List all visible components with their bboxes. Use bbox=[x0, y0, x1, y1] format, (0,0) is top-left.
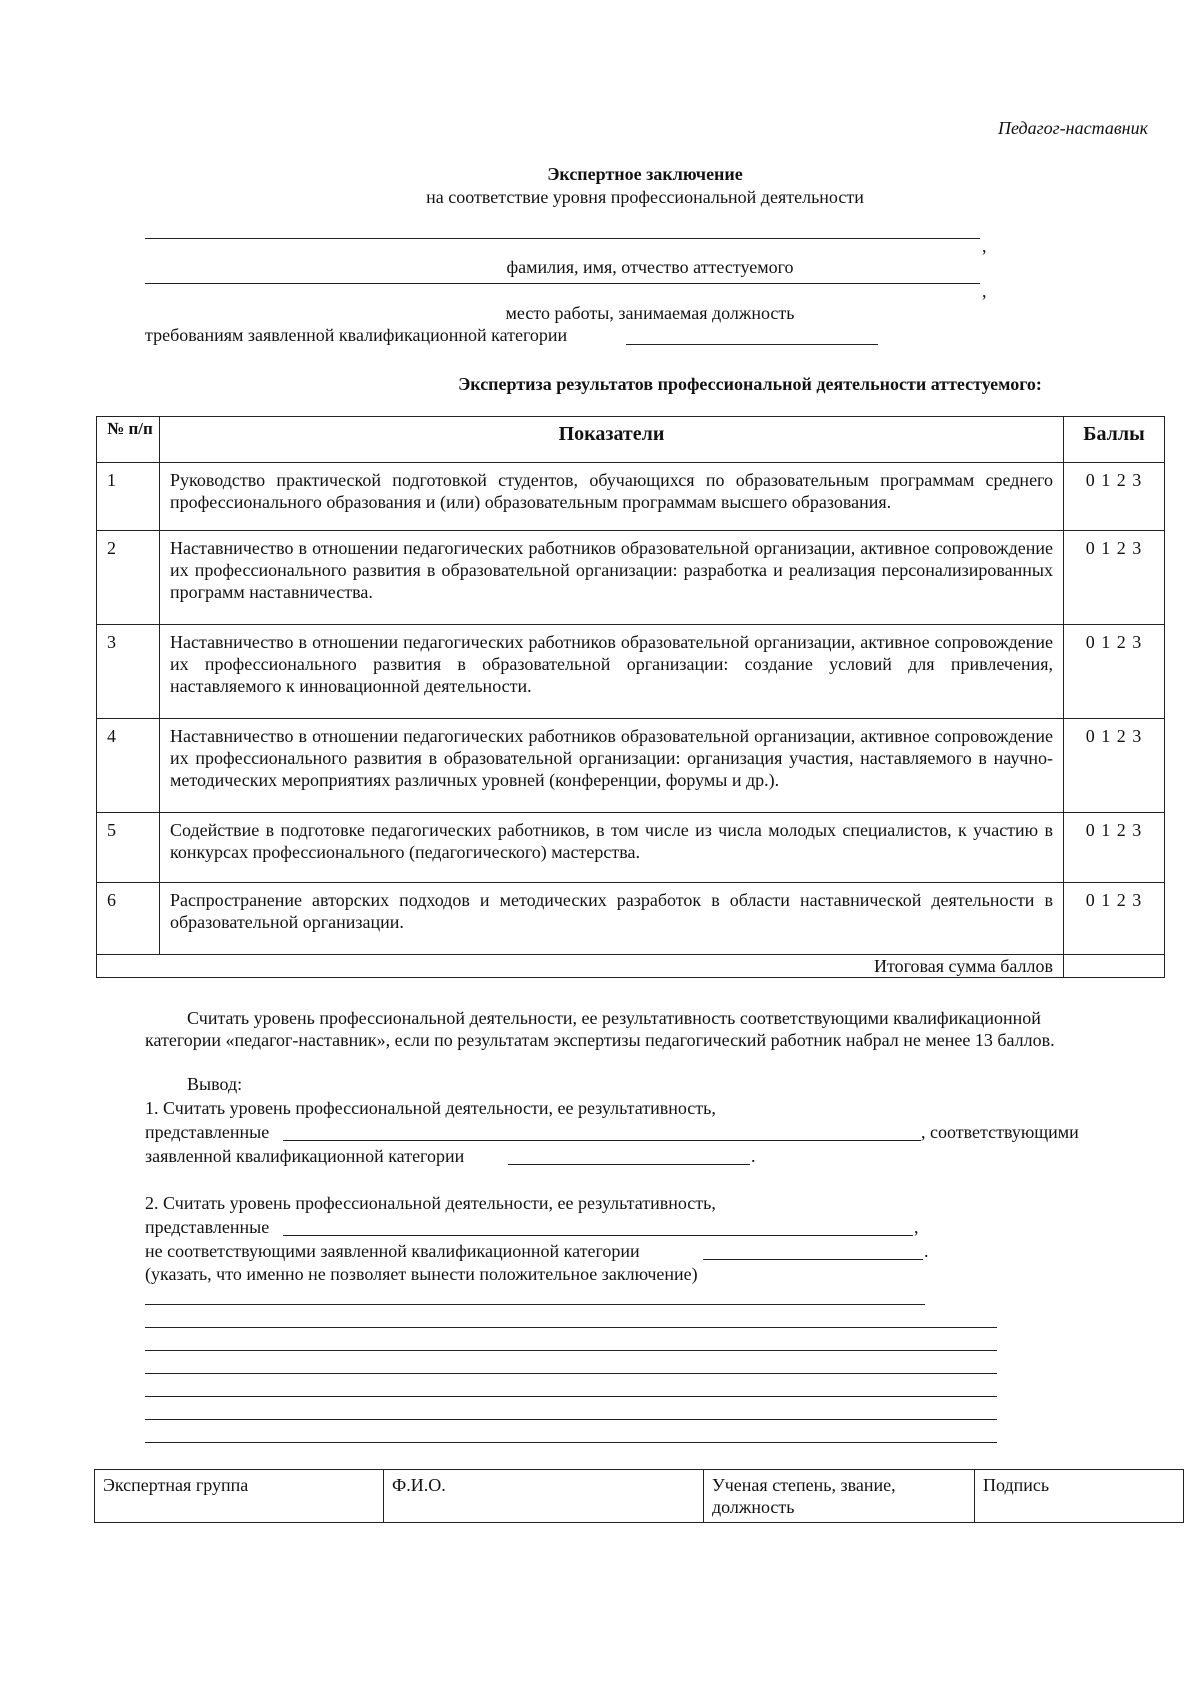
conclusion1-presented: представленные bbox=[145, 1122, 270, 1142]
table-row bbox=[97, 719, 1165, 813]
fio-blank-line[interactable] bbox=[145, 238, 980, 239]
conclusion2-instruction: (указать, что именно не позволяет вынести положительное заключение) bbox=[145, 1264, 698, 1284]
expert-group-col: Экспертная группа bbox=[95, 1470, 384, 1523]
total-label: Итоговая сумма баллов bbox=[97, 955, 1064, 978]
row-number: 5 bbox=[97, 813, 160, 883]
total-row bbox=[97, 955, 1165, 978]
table-row bbox=[97, 813, 1165, 883]
row-number: 2 bbox=[97, 531, 160, 625]
table-row bbox=[97, 463, 1165, 531]
expert-group-table bbox=[94, 1469, 1184, 1523]
row-points-scale[interactable]: 0 1 2 3 bbox=[1064, 813, 1165, 883]
reason-line[interactable] bbox=[145, 1350, 997, 1351]
column-header-num: № п/п bbox=[97, 417, 160, 463]
column-header-indicators: Показатели bbox=[160, 417, 1064, 463]
workplace-blank-line[interactable] bbox=[145, 283, 980, 284]
row-points-scale[interactable]: 0 1 2 3 bbox=[1064, 719, 1165, 813]
rule-paragraph: Считать уровень профессиональной деятельности, ее результативность соответствующими квалификационной категории «педагог-наставник», если по результатам экспертизы педагогический работник набрал не менее 13 баллов. bbox=[145, 1008, 1055, 1050]
row-points-scale[interactable]: 0 1 2 3 bbox=[1064, 883, 1165, 955]
row-indicator-text: Наставничество в отношении педагогических работников образовательной организации, активное сопровождение их профессионального развития в образовательной организации: создание условий для привлечения, наставляемого к инновационной деятельности. bbox=[160, 625, 1064, 719]
requirement-text: требованиям заявленной квалификационной категории bbox=[145, 325, 568, 345]
conclusion1-line1: 1. Считать уровень профессиональной деятельности, ее результативность, bbox=[145, 1098, 716, 1118]
column-header-points: Баллы bbox=[1064, 417, 1165, 463]
conclusion2-line1: 2. Считать уровень профессиональной деятельности, ее результативность, bbox=[145, 1193, 716, 1213]
reason-line[interactable] bbox=[145, 1442, 997, 1443]
conclusion2-category-blank[interactable] bbox=[703, 1259, 923, 1260]
row-points-scale[interactable]: 0 1 2 3 bbox=[1064, 463, 1165, 531]
signature-col: Подпись bbox=[975, 1470, 1184, 1523]
row-indicator-text: Руководство практической подготовкой студентов, обучающихся по образовательным программам среднего профессионального образования и (или) образовательным программам высшего образования. bbox=[160, 463, 1064, 531]
expert-group-header-row bbox=[95, 1470, 1184, 1523]
document-subtitle: на соответствие уровня профессиональной деятельности bbox=[426, 187, 864, 207]
conclusion-label: Вывод: bbox=[187, 1074, 243, 1094]
row-indicator-text: Наставничество в отношении педагогических работников образовательной организации, активное сопровождение их профессионального развития в образовательной организации: организация участия, наставляемого в научно-методических мероприятиях различных уровней (конференции, форумы и др.). bbox=[160, 719, 1064, 813]
row-points-scale[interactable]: 0 1 2 3 bbox=[1064, 531, 1165, 625]
conclusion1-tail: , соответствующими bbox=[921, 1122, 1079, 1142]
degree-col: Ученая степень, звание, должность bbox=[704, 1470, 975, 1523]
row-number: 4 bbox=[97, 719, 160, 813]
fio-caption: фамилия, имя, отчество аттестуемого bbox=[506, 257, 794, 277]
document-title: Экспертное заключение bbox=[547, 164, 743, 184]
workplace-caption: место работы, занимаемая должность bbox=[505, 303, 795, 323]
row-number: 3 bbox=[97, 625, 160, 719]
total-points-cell[interactable] bbox=[1064, 955, 1165, 978]
row-number: 6 bbox=[97, 883, 160, 955]
conclusion2-category-text: не соответствующими заявленной квалификационной категории bbox=[145, 1241, 640, 1261]
conclusion1-category-blank[interactable] bbox=[508, 1164, 750, 1165]
table-row bbox=[97, 531, 1165, 625]
table-row bbox=[97, 625, 1165, 719]
row-indicator-text: Содействие в подготовке педагогических работников, в том числе из числа молодых специалистов, к участию в конкурсах профессионального (педагогического) мастерства. bbox=[160, 813, 1064, 883]
row-indicator-text: Распространение авторских подходов и методических разработок в области наставнической деятельности в образовательной организации. bbox=[160, 883, 1064, 955]
row-number: 1 bbox=[97, 463, 160, 531]
conclusion1-category-text: заявленной квалификационной категории bbox=[145, 1146, 465, 1166]
reason-line[interactable] bbox=[145, 1419, 997, 1420]
fio-col: Ф.И.О. bbox=[384, 1470, 704, 1523]
reason-line[interactable] bbox=[145, 1396, 997, 1397]
indicators-table bbox=[96, 416, 1165, 978]
reason-line[interactable] bbox=[145, 1373, 997, 1374]
document-role: Педагог-наставник bbox=[998, 118, 1148, 138]
category-blank-line[interactable] bbox=[626, 344, 878, 345]
conclusion1-blank-line[interactable] bbox=[283, 1140, 921, 1141]
conclusion2-presented: представленные bbox=[145, 1217, 270, 1237]
row-indicator-text: Наставничество в отношении педагогических работников образовательной организации, активное сопровождение их профессионального развития в образовательной организации: разработка и реализация персонализированных программ наставничества. bbox=[160, 531, 1064, 625]
table-header-row bbox=[97, 417, 1165, 463]
section-heading: Экспертиза результатов профессиональной деятельности аттестуемого: bbox=[458, 374, 1042, 394]
conclusion2-blank-line[interactable] bbox=[283, 1235, 913, 1236]
row-points-scale[interactable]: 0 1 2 3 bbox=[1064, 625, 1165, 719]
table-row bbox=[97, 883, 1165, 955]
reason-line[interactable] bbox=[145, 1304, 925, 1305]
reason-line[interactable] bbox=[145, 1327, 997, 1328]
